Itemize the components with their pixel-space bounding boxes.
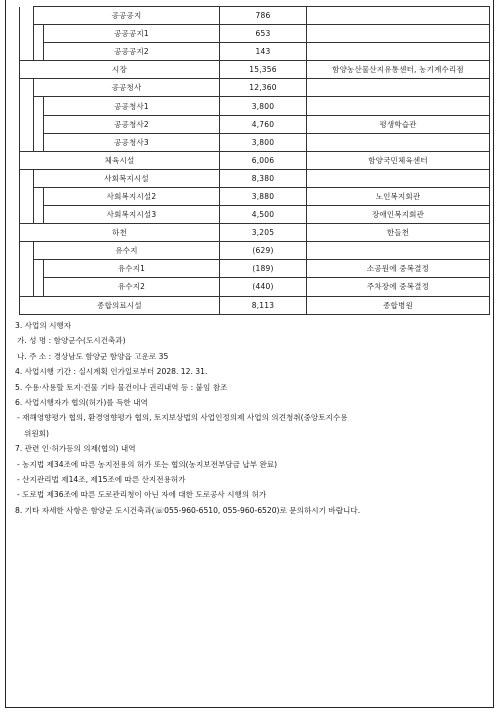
area-cell: (629) <box>220 242 307 260</box>
note-cell: 소공원에 중복결정 <box>307 260 490 278</box>
text-line: 7. 관련 인·허가등의 의제(협의) 내역 <box>15 444 136 454</box>
document-page <box>5 0 494 708</box>
indent-cell <box>20 187 34 205</box>
indent-cell <box>34 278 44 296</box>
text-line: 4. 사업시행 기간 : 실시계획 인가일로부터 2028. 12. 31. <box>15 367 208 377</box>
facility-name-cell: 유수지 <box>34 242 220 260</box>
note-cell: 노인복지회관 <box>307 187 490 205</box>
area-cell: 653 <box>220 25 307 43</box>
table-row <box>20 187 490 205</box>
text-line: - 농지법 제34조에 따른 농지전용의 허가 또는 협의(농지보전부담금 납부 완료) <box>17 459 278 469</box>
table-row <box>20 133 490 151</box>
facility-name-cell: 하천 <box>20 224 220 242</box>
text-line: 나. 주 소 : 경상남도 함양군 함양읍 고운로 35 <box>17 351 169 361</box>
facility-name-cell: 유수지1 <box>44 260 220 278</box>
table-row <box>20 224 490 242</box>
indent-cell <box>20 115 34 133</box>
table-row <box>20 115 490 133</box>
note-cell <box>307 25 490 43</box>
indent-cell <box>20 242 34 260</box>
area-cell: 143 <box>220 43 307 61</box>
note-cell <box>307 7 490 25</box>
facility-name-cell: 공공공지1 <box>44 25 220 43</box>
indent-cell <box>34 115 44 133</box>
area-cell: 3,800 <box>220 133 307 151</box>
text-line: - 재해영향평가 협의, 환경영향평가 협의, 토지보상법의 사업인정의제 사업의 의견청취(중앙토지수용 <box>17 413 348 423</box>
indent-cell <box>20 260 34 278</box>
indent-cell <box>34 187 44 205</box>
indent-cell <box>34 97 44 115</box>
note-cell <box>307 79 490 97</box>
facility-name-cell: 공공청사1 <box>44 97 220 115</box>
indent-cell <box>34 206 44 224</box>
text-line: 가. 성 명 : 함양군수(도시건축과) <box>17 336 126 346</box>
facility-name-cell: 사회복지시설 <box>34 169 220 187</box>
area-cell: 4,760 <box>220 115 307 133</box>
table-row <box>20 151 490 169</box>
table-row <box>20 169 490 187</box>
table-row <box>20 79 490 97</box>
facility-name-cell: 공공공지2 <box>44 43 220 61</box>
area-cell: 15,356 <box>220 61 307 79</box>
area-cell: 6,006 <box>220 151 307 169</box>
note-cell: 종합병원 <box>307 296 490 314</box>
note-cell: 주차장에 중복결정 <box>307 278 490 296</box>
facility-name-cell: 공공공지 <box>34 7 220 25</box>
indent-cell <box>20 133 34 151</box>
text-line: 8. 기타 자세한 사항은 함양군 도시건축과(☏055-960-6510, 055-960-6520)로 문의하시기 바랍니다. <box>15 505 361 515</box>
note-cell: 함양국민체육센터 <box>307 151 490 169</box>
indent-cell <box>20 79 34 97</box>
table-row <box>20 242 490 260</box>
facility-name-cell: 사회복지시설2 <box>44 187 220 205</box>
text-line: 6. 사업시행자가 협의(허가)를 득한 내역 <box>15 398 148 408</box>
facility-name-cell: 유수지2 <box>44 278 220 296</box>
table-row <box>20 25 490 43</box>
note-cell <box>307 133 490 151</box>
indent-cell <box>20 206 34 224</box>
indent-cell <box>34 260 44 278</box>
facility-name-cell: 종합의료시설 <box>20 296 220 314</box>
area-cell: (440) <box>220 278 307 296</box>
area-cell: (189) <box>220 260 307 278</box>
indent-cell <box>34 133 44 151</box>
note-cell <box>307 242 490 260</box>
note-cell: 장애인복지회관 <box>307 206 490 224</box>
area-cell: 8,113 <box>220 296 307 314</box>
facility-name-cell: 체육시설 <box>20 151 220 169</box>
indent-cell <box>20 97 34 115</box>
area-cell: 12,360 <box>220 79 307 97</box>
note-cell <box>307 169 490 187</box>
table-row <box>20 260 490 278</box>
facility-table <box>19 6 490 315</box>
table-row <box>20 61 490 79</box>
table-row <box>20 278 490 296</box>
area-cell: 8,380 <box>220 169 307 187</box>
text-line: 3. 사업의 시행자 <box>15 321 72 330</box>
text-line: - 도로법 제36조에 따른 도로관리청이 아닌 자에 대한 도로공사 시행의 허가 <box>17 490 267 500</box>
facility-name-cell: 공공청사2 <box>44 115 220 133</box>
note-cell <box>307 97 490 115</box>
area-cell: 3,800 <box>220 97 307 115</box>
facility-name-cell: 시장 <box>20 61 220 79</box>
body-text <box>15 318 493 518</box>
indent-cell <box>34 43 44 61</box>
table-row <box>20 43 490 61</box>
table-row <box>20 296 490 314</box>
indent-cell <box>20 278 34 296</box>
table-row <box>20 97 490 115</box>
area-cell: 786 <box>220 7 307 25</box>
table-row <box>20 7 490 25</box>
text-line: - 산지관리법 제14조, 제15조에 따른 산지전용허가 <box>17 475 186 485</box>
facility-name-cell: 공공청사 <box>34 79 220 97</box>
note-cell: 평생학습관 <box>307 115 490 133</box>
note-cell: 한들천 <box>307 224 490 242</box>
note-cell <box>307 43 490 61</box>
area-cell: 3,880 <box>220 187 307 205</box>
indent-cell <box>20 25 34 43</box>
facility-name-cell: 공공청사3 <box>44 133 220 151</box>
indent-cell <box>20 7 34 25</box>
indent-cell <box>20 43 34 61</box>
note-cell: 함양농산물산지유통센터, 농기계수리점 <box>307 61 490 79</box>
table-row <box>20 206 490 224</box>
indent-cell <box>20 169 34 187</box>
area-cell: 3,205 <box>220 224 307 242</box>
text-line: 위원회) <box>24 428 49 438</box>
indent-cell <box>34 25 44 43</box>
facility-name-cell: 사회복지시설3 <box>44 206 220 224</box>
area-cell: 4,500 <box>220 206 307 224</box>
text-line: 5. 수용·사용할 토지·건물 기타 물건이나 권리내역 등 : 붙임 참조 <box>15 382 228 392</box>
